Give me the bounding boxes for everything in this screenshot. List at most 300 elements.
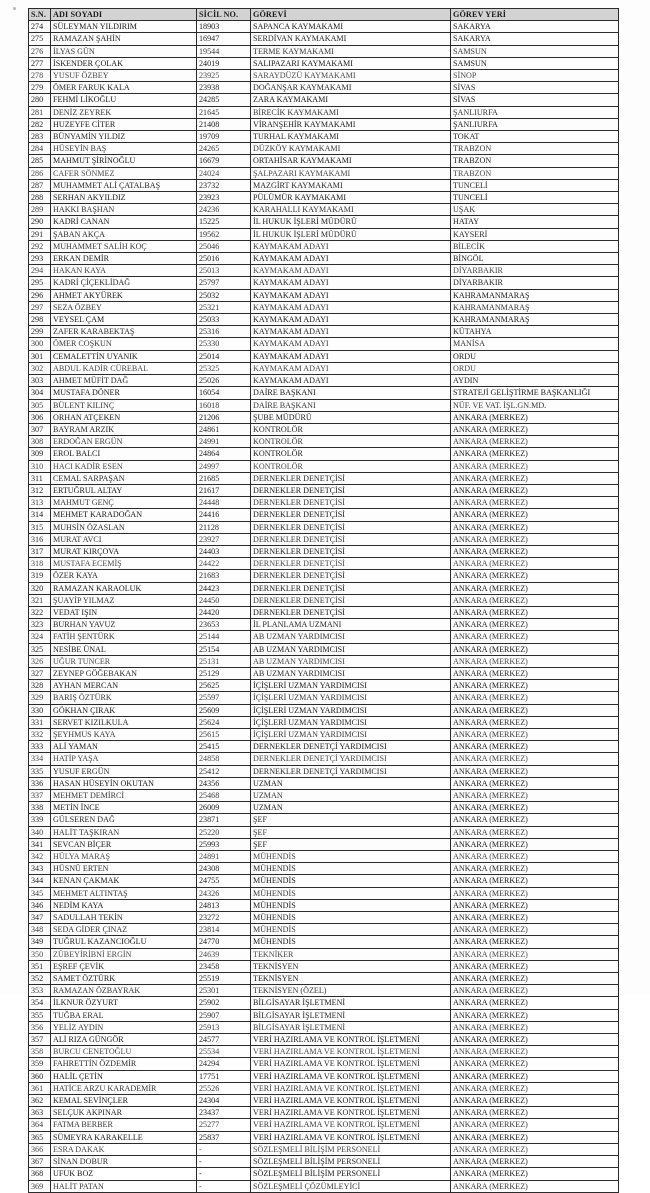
row-duty: TURHAL KAYMAKAMI [251,131,451,143]
table-row [29,131,619,143]
row-duty: MÜHENDİS [251,863,451,875]
row-name: MAHMUT GENÇ [51,497,197,509]
table-row [29,1034,619,1046]
row-registry-no: 21408 [197,118,251,130]
row-name: BAYRAM ARZIK [51,423,197,435]
row-sn: 348 [29,924,51,936]
row-sn: 316 [29,533,51,545]
row-registry-no: 25468 [197,790,251,802]
row-registry-no: 23923 [197,192,251,204]
table-row [29,960,619,972]
row-registry-no: 17751 [197,1070,251,1082]
row-duty-location: ANKARA (MERKEZ) [451,594,619,606]
row-duty: DERNEKLER DENETÇİ YARDIMCISI [251,765,451,777]
row-name: YUSUF ÖZBEY [51,70,197,82]
row-duty-location: ANKARA (MERKEZ) [451,582,619,594]
table-row [29,912,619,924]
row-name: İLKNUR ÖZYURT [51,997,197,1009]
table-row [29,1156,619,1168]
row-duty-location: ANKARA (MERKEZ) [451,655,619,667]
row-name: SÜMEYRA KARAKELLE [51,1131,197,1143]
row-sn: 355 [29,1009,51,1021]
table-row [29,814,619,826]
row-sn: 291 [29,228,51,240]
row-duty: MÜHENDİS [251,899,451,911]
row-sn: 353 [29,985,51,997]
row-name: CAFER SÖNMEZ [51,167,197,179]
row-name: HALİL ÇETİN [51,1070,197,1082]
appointments-table [28,8,619,1193]
row-duty-location: ANKARA (MERKEZ) [451,1021,619,1033]
row-registry-no: 24294 [197,1058,251,1070]
row-duty: MÜHENDİS [251,912,451,924]
row-name: SEZA ÖZBEY [51,301,197,313]
row-registry-no: 25032 [197,289,251,301]
row-name: AHMET AKYÜREK [51,289,197,301]
row-sn: 294 [29,265,51,277]
row-name: MURAT AVCI [51,533,197,545]
row-name: KADRİ CANAN [51,216,197,228]
row-registry-no: 24864 [197,448,251,460]
table-row [29,350,619,362]
row-duty: MÜHENDİS [251,851,451,863]
row-registry-no: 16018 [197,399,251,411]
row-registry-no: 25129 [197,667,251,679]
row-name: MEHMET DEMİRCİ [51,790,197,802]
row-duty-location: SAKARYA [451,33,619,45]
table-row [29,509,619,521]
row-sn: 298 [29,314,51,326]
row-registry-no: 23272 [197,912,251,924]
row-duty: DERNEKLER DENETÇİSİ [251,582,451,594]
row-duty-location: ANKARA (MERKEZ) [451,570,619,582]
row-sn: 325 [29,643,51,655]
row-duty: BİLGİSAYAR İŞLETMENİ [251,997,451,1009]
table-row [29,289,619,301]
row-registry-no: 25220 [197,826,251,838]
row-registry-no: 21617 [197,484,251,496]
row-duty-location: ANKARA (MERKEZ) [451,643,619,655]
row-duty-location: ANKARA (MERKEZ) [451,545,619,557]
row-duty: MÜHENDİS [251,924,451,936]
table-row [29,692,619,704]
table-row [29,338,619,350]
table-row [29,1021,619,1033]
row-duty: KONTROLÖR [251,460,451,472]
table-row [29,667,619,679]
row-registry-no: 24326 [197,887,251,899]
table-row [29,143,619,155]
row-registry-no: 24236 [197,204,251,216]
row-sn: 360 [29,1070,51,1082]
row-name: MUSTAFA ECEMİŞ [51,558,197,570]
row-duty-location: TOKAT [451,131,619,143]
row-duty-location: SAKARYA [451,21,619,33]
row-name: ZAFER KARABEKTAŞ [51,326,197,338]
row-duty-location: MANİSA [451,338,619,350]
row-name: YELİZ AYDIN [51,1021,197,1033]
row-registry-no: 25526 [197,1082,251,1094]
row-sn: 366 [29,1143,51,1155]
column-header-sn: S.N. [29,9,51,21]
row-duty-location: TRABZON [451,143,619,155]
row-name: MURAT KIRÇOVA [51,545,197,557]
row-name: BÜLENT KILINÇ [51,399,197,411]
row-name: UĞUR TUNCER [51,655,197,667]
row-name: HAKKI BAŞHAN [51,204,197,216]
row-name: İLYAS GÜN [51,45,197,57]
table-row [29,33,619,45]
row-registry-no: 25907 [197,1009,251,1021]
row-sn: 278 [29,70,51,82]
row-duty: İL HUKUK İŞLERİ MÜDÜRÜ [251,228,451,240]
row-duty-location: ANKARA (MERKEZ) [451,1156,619,1168]
row-name: EŞREF ÇEVİK [51,960,197,972]
row-duty-location: STRATEJİ GELİŞTİRME BAŞKANLIĞI [451,387,619,399]
row-duty: ZARA KAYMAKAMI [251,94,451,106]
row-duty-location: ANKARA (MERKEZ) [451,826,619,838]
row-name: FATMA BERBER [51,1119,197,1131]
row-name: TUĞRUL KAZANCIOĞLU [51,936,197,948]
row-sn: 302 [29,362,51,374]
row-duty: DERNEKLER DENETÇİSİ [251,497,451,509]
row-registry-no: 24019 [197,57,251,69]
column-header-duty-location: GÖREV YERİ [451,9,619,21]
row-duty-location: SAMSUN [451,57,619,69]
row-duty: İÇİŞLERİ UZMAN YARDIMCISI [251,680,451,692]
row-name: HATİP YAŞA [51,753,197,765]
row-duty: SARAYDÜZÜ KAYMAKAMI [251,70,451,82]
row-name: ÖZER KAYA [51,570,197,582]
row-name: KEMAL SEVİNÇLER [51,1095,197,1107]
column-header-name: ADI SOYADI [51,9,197,21]
table-row [29,936,619,948]
row-duty: SAPANCA KAYMAKAMI [251,21,451,33]
row-registry-no: 18903 [197,21,251,33]
row-registry-no: 26009 [197,802,251,814]
row-duty: KAYMAKAM ADAYI [251,301,451,313]
row-sn: 319 [29,570,51,582]
row-duty-location: KAYSERİ [451,228,619,240]
row-duty: MÜHENDİS [251,875,451,887]
row-registry-no: 24285 [197,94,251,106]
row-name: BURCU CENETOĞLU [51,1046,197,1058]
row-duty-location: ANKARA (MERKEZ) [451,619,619,631]
row-duty: DERNEKLER DENETÇİSİ [251,472,451,484]
row-duty-location: ANKARA (MERKEZ) [451,912,619,924]
row-sn: 284 [29,143,51,155]
table-row [29,802,619,814]
row-registry-no: 24448 [197,497,251,509]
row-duty-location: SİNOP [451,70,619,82]
table-row [29,436,619,448]
row-sn: 277 [29,57,51,69]
row-registry-no: 25046 [197,240,251,252]
row-duty: DERNEKLER DENETÇİSİ [251,509,451,521]
row-registry-no: 23814 [197,924,251,936]
row-registry-no: 25144 [197,631,251,643]
row-sn: 338 [29,802,51,814]
row-name: SERHAN AKYILDIZ [51,192,197,204]
row-sn: 330 [29,704,51,716]
row-duty: KONTROLÖR [251,436,451,448]
table-body [29,21,619,1193]
row-sn: 349 [29,936,51,948]
row-duty: DERNEKLER DENETÇİ YARDIMCISI [251,741,451,753]
row-registry-no: 21683 [197,570,251,582]
row-registry-no: 25609 [197,704,251,716]
row-duty: KONTROLÖR [251,423,451,435]
row-duty-location: NÜF. VE VAT. İŞL.GN.MD. [451,399,619,411]
row-duty: AB UZMAN YARDIMCISI [251,667,451,679]
row-duty: SALIPAZARI KAYMAKAMI [251,57,451,69]
row-name: RAMAZAN ÖZBAYRAK [51,985,197,997]
row-duty-location: ANKARA (MERKEZ) [451,716,619,728]
row-name: MUHAMMET SALİH KOÇ [51,240,197,252]
row-duty: KARAHALLI KAYMAKAMI [251,204,451,216]
table-row [29,423,619,435]
row-sn: 301 [29,350,51,362]
row-sn: 344 [29,875,51,887]
row-registry-no: 24858 [197,753,251,765]
row-duty: DERNEKLER DENETÇİSİ [251,533,451,545]
row-duty-location: ANKARA (MERKEZ) [451,497,619,509]
row-duty-location: ANKARA (MERKEZ) [451,558,619,570]
row-registry-no: 25597 [197,692,251,704]
row-duty: DERNEKLER DENETÇİSİ [251,484,451,496]
row-registry-no: 25615 [197,728,251,740]
row-duty-location: ŞANLIURFA [451,106,619,118]
row-sn: 276 [29,45,51,57]
row-sn: 368 [29,1168,51,1180]
row-sn: 367 [29,1156,51,1168]
row-duty-location: ANKARA (MERKEZ) [451,509,619,521]
table-row [29,362,619,374]
row-duty: ŞUBE MÜDÜRÜ [251,411,451,423]
row-registry-no: 24770 [197,936,251,948]
table-row [29,545,619,557]
row-name: MUSTAFA DÖNER [51,387,197,399]
row-duty: ŞALPAZARI KAYMAKAMI [251,167,451,179]
row-duty: KAYMAKAM ADAYI [251,326,451,338]
row-sn: 350 [29,948,51,960]
row-name: ŞABAN AKÇA [51,228,197,240]
row-registry-no: 25415 [197,741,251,753]
row-duty-location: ANKARA (MERKEZ) [451,1034,619,1046]
row-name: SEVCAN BİÇER [51,838,197,850]
row-registry-no: 15225 [197,216,251,228]
row-registry-no: 25330 [197,338,251,350]
row-registry-no: 24813 [197,899,251,911]
column-header-duty: GÖREVİ [251,9,451,21]
row-duty: İÇİŞLERİ UZMAN YARDIMCISI [251,728,451,740]
row-name: UFUK BOZ [51,1168,197,1180]
row-sn: 322 [29,606,51,618]
row-duty-location: ŞANLIURFA [451,118,619,130]
row-duty: MÜHENDİS [251,887,451,899]
row-duty: VERİ HAZIRLAMA VE KONTROL İŞLETMENİ [251,1095,451,1107]
row-duty-location: ANKARA (MERKEZ) [451,851,619,863]
row-name: SAMET ÖZTÜRK [51,973,197,985]
row-name: BURHAN YAVUZ [51,619,197,631]
table-row [29,790,619,802]
table-row [29,838,619,850]
table-row [29,1009,619,1021]
row-registry-no: 25154 [197,643,251,655]
table-row [29,375,619,387]
row-sn: 364 [29,1119,51,1131]
row-duty: ŞEF [251,826,451,838]
row-registry-no: 24423 [197,582,251,594]
row-duty: AB UZMAN YARDIMCISI [251,631,451,643]
table-row [29,1046,619,1058]
row-registry-no: 25301 [197,985,251,997]
row-name: ORHAN ATÇEKEN [51,411,197,423]
table-row [29,594,619,606]
row-name: HAKAN KAYA [51,265,197,277]
row-duty: DERNEKLER DENETÇİSİ [251,558,451,570]
table-row [29,314,619,326]
row-name: ERDOĞAN ERGÜN [51,436,197,448]
row-sn: 361 [29,1082,51,1094]
row-sn: 303 [29,375,51,387]
row-name: ESRA DAKAK [51,1143,197,1155]
row-name: SELÇUK AKPINAR [51,1107,197,1119]
row-sn: 369 [29,1180,51,1192]
row-duty-location: ANKARA (MERKEZ) [451,863,619,875]
row-sn: 318 [29,558,51,570]
row-name: HUZEYFE CİTER [51,118,197,130]
table-header-row [29,9,619,21]
row-registry-no: 16947 [197,33,251,45]
row-name: RAMAZAN KARAOLUK [51,582,197,594]
row-name: FATİH ŞENTÜRK [51,631,197,643]
row-sn: 288 [29,192,51,204]
row-registry-no: 24024 [197,167,251,179]
row-sn: 331 [29,716,51,728]
row-duty-location: BİNGÖL [451,253,619,265]
row-sn: 314 [29,509,51,521]
row-name: ŞUAYİP YILMAZ [51,594,197,606]
row-name: ZEYNEP GÖĞEBAKAN [51,667,197,679]
row-registry-no: 25519 [197,973,251,985]
row-sn: 341 [29,838,51,850]
row-duty: DAİRE BAŞKANI [251,387,451,399]
row-name: CEMAL SARPAŞAN [51,472,197,484]
row-duty-location: BİLECİK [451,240,619,252]
row-duty: UZMAN [251,790,451,802]
row-duty-location: ANKARA (MERKEZ) [451,606,619,618]
table-row [29,387,619,399]
table-row [29,21,619,33]
table-row [29,472,619,484]
row-registry-no: 25026 [197,375,251,387]
row-sn: 286 [29,167,51,179]
row-duty: AB UZMAN YARDIMCISI [251,643,451,655]
row-sn: 337 [29,790,51,802]
row-duty: TEKNİSYEN [251,973,451,985]
row-duty-location: KAHRAMANMARAŞ [451,289,619,301]
row-name: GÜLSEREN DAĞ [51,814,197,826]
row-name: SİNAN DOBUR [51,1156,197,1168]
row-sn: 281 [29,106,51,118]
row-duty-location: ANKARA (MERKEZ) [451,1095,619,1107]
row-duty: BİLGİSAYAR İŞLETMENİ [251,1009,451,1021]
row-sn: 275 [29,33,51,45]
row-duty-location: ANKARA (MERKEZ) [451,814,619,826]
row-name: KADRİ ÇİÇEKLİDAĞ [51,277,197,289]
table-row [29,1095,619,1107]
row-registry-no: 23653 [197,619,251,631]
row-registry-no: 21685 [197,472,251,484]
row-sn: 315 [29,521,51,533]
row-sn: 354 [29,997,51,1009]
row-duty-location: AYDIN [451,375,619,387]
table-row [29,1082,619,1094]
row-sn: 347 [29,912,51,924]
table-row [29,863,619,875]
row-name: ERTUĞRUL ALTAY [51,484,197,496]
row-name: ŞEYHMUS KAYA [51,728,197,740]
row-duty-location: ANKARA (MERKEZ) [451,960,619,972]
table-row [29,326,619,338]
table-row [29,680,619,692]
row-duty: MÜHENDİS [251,936,451,948]
table-row [29,643,619,655]
row-duty: TEKNİKER [251,948,451,960]
row-duty: KONTROLÖR [251,448,451,460]
row-sn: 307 [29,423,51,435]
table-row [29,570,619,582]
row-sn: 287 [29,179,51,191]
row-duty-location: ANKARA (MERKEZ) [451,1009,619,1021]
row-duty: DERNEKLER DENETÇİ YARDIMCISI [251,753,451,765]
row-sn: 274 [29,21,51,33]
table-row [29,558,619,570]
row-name: ZÜBEYİRİBNİ ERGİN [51,948,197,960]
row-registry-no: 25624 [197,716,251,728]
row-sn: 332 [29,728,51,740]
row-name: METİN İNCE [51,802,197,814]
table-row [29,826,619,838]
row-duty-location: TUNCELİ [451,192,619,204]
row-duty: KAYMAKAM ADAYI [251,240,451,252]
row-registry-no: 24416 [197,509,251,521]
row-name: ÖMER COŞKUN [51,338,197,350]
row-duty: KAYMAKAM ADAYI [251,253,451,265]
table-row [29,497,619,509]
row-sn: 300 [29,338,51,350]
row-registry-no: 25412 [197,765,251,777]
row-duty: VERİ HAZIRLAMA VE KONTROL İŞLETMENİ [251,1131,451,1143]
row-registry-no: 24891 [197,851,251,863]
row-duty-location: ANKARA (MERKEZ) [451,460,619,472]
row-duty: TEKNİSYEN (ÖZEL) [251,985,451,997]
row-duty-location: ANKARA (MERKEZ) [451,1168,619,1180]
row-registry-no: 25534 [197,1046,251,1058]
row-sn: 328 [29,680,51,692]
row-sn: 339 [29,814,51,826]
row-sn: 359 [29,1058,51,1070]
table-row [29,70,619,82]
row-duty: DERNEKLER DENETÇİSİ [251,606,451,618]
table-row [29,265,619,277]
row-duty-location: ANKARA (MERKEZ) [451,484,619,496]
row-duty: VERİ HAZIRLAMA VE KONTROL İŞLETMENİ [251,1082,451,1094]
row-sn: 317 [29,545,51,557]
row-name: RAMAZAN ŞAHİN [51,33,197,45]
row-duty: DÜZKÖY KAYMAKAMI [251,143,451,155]
